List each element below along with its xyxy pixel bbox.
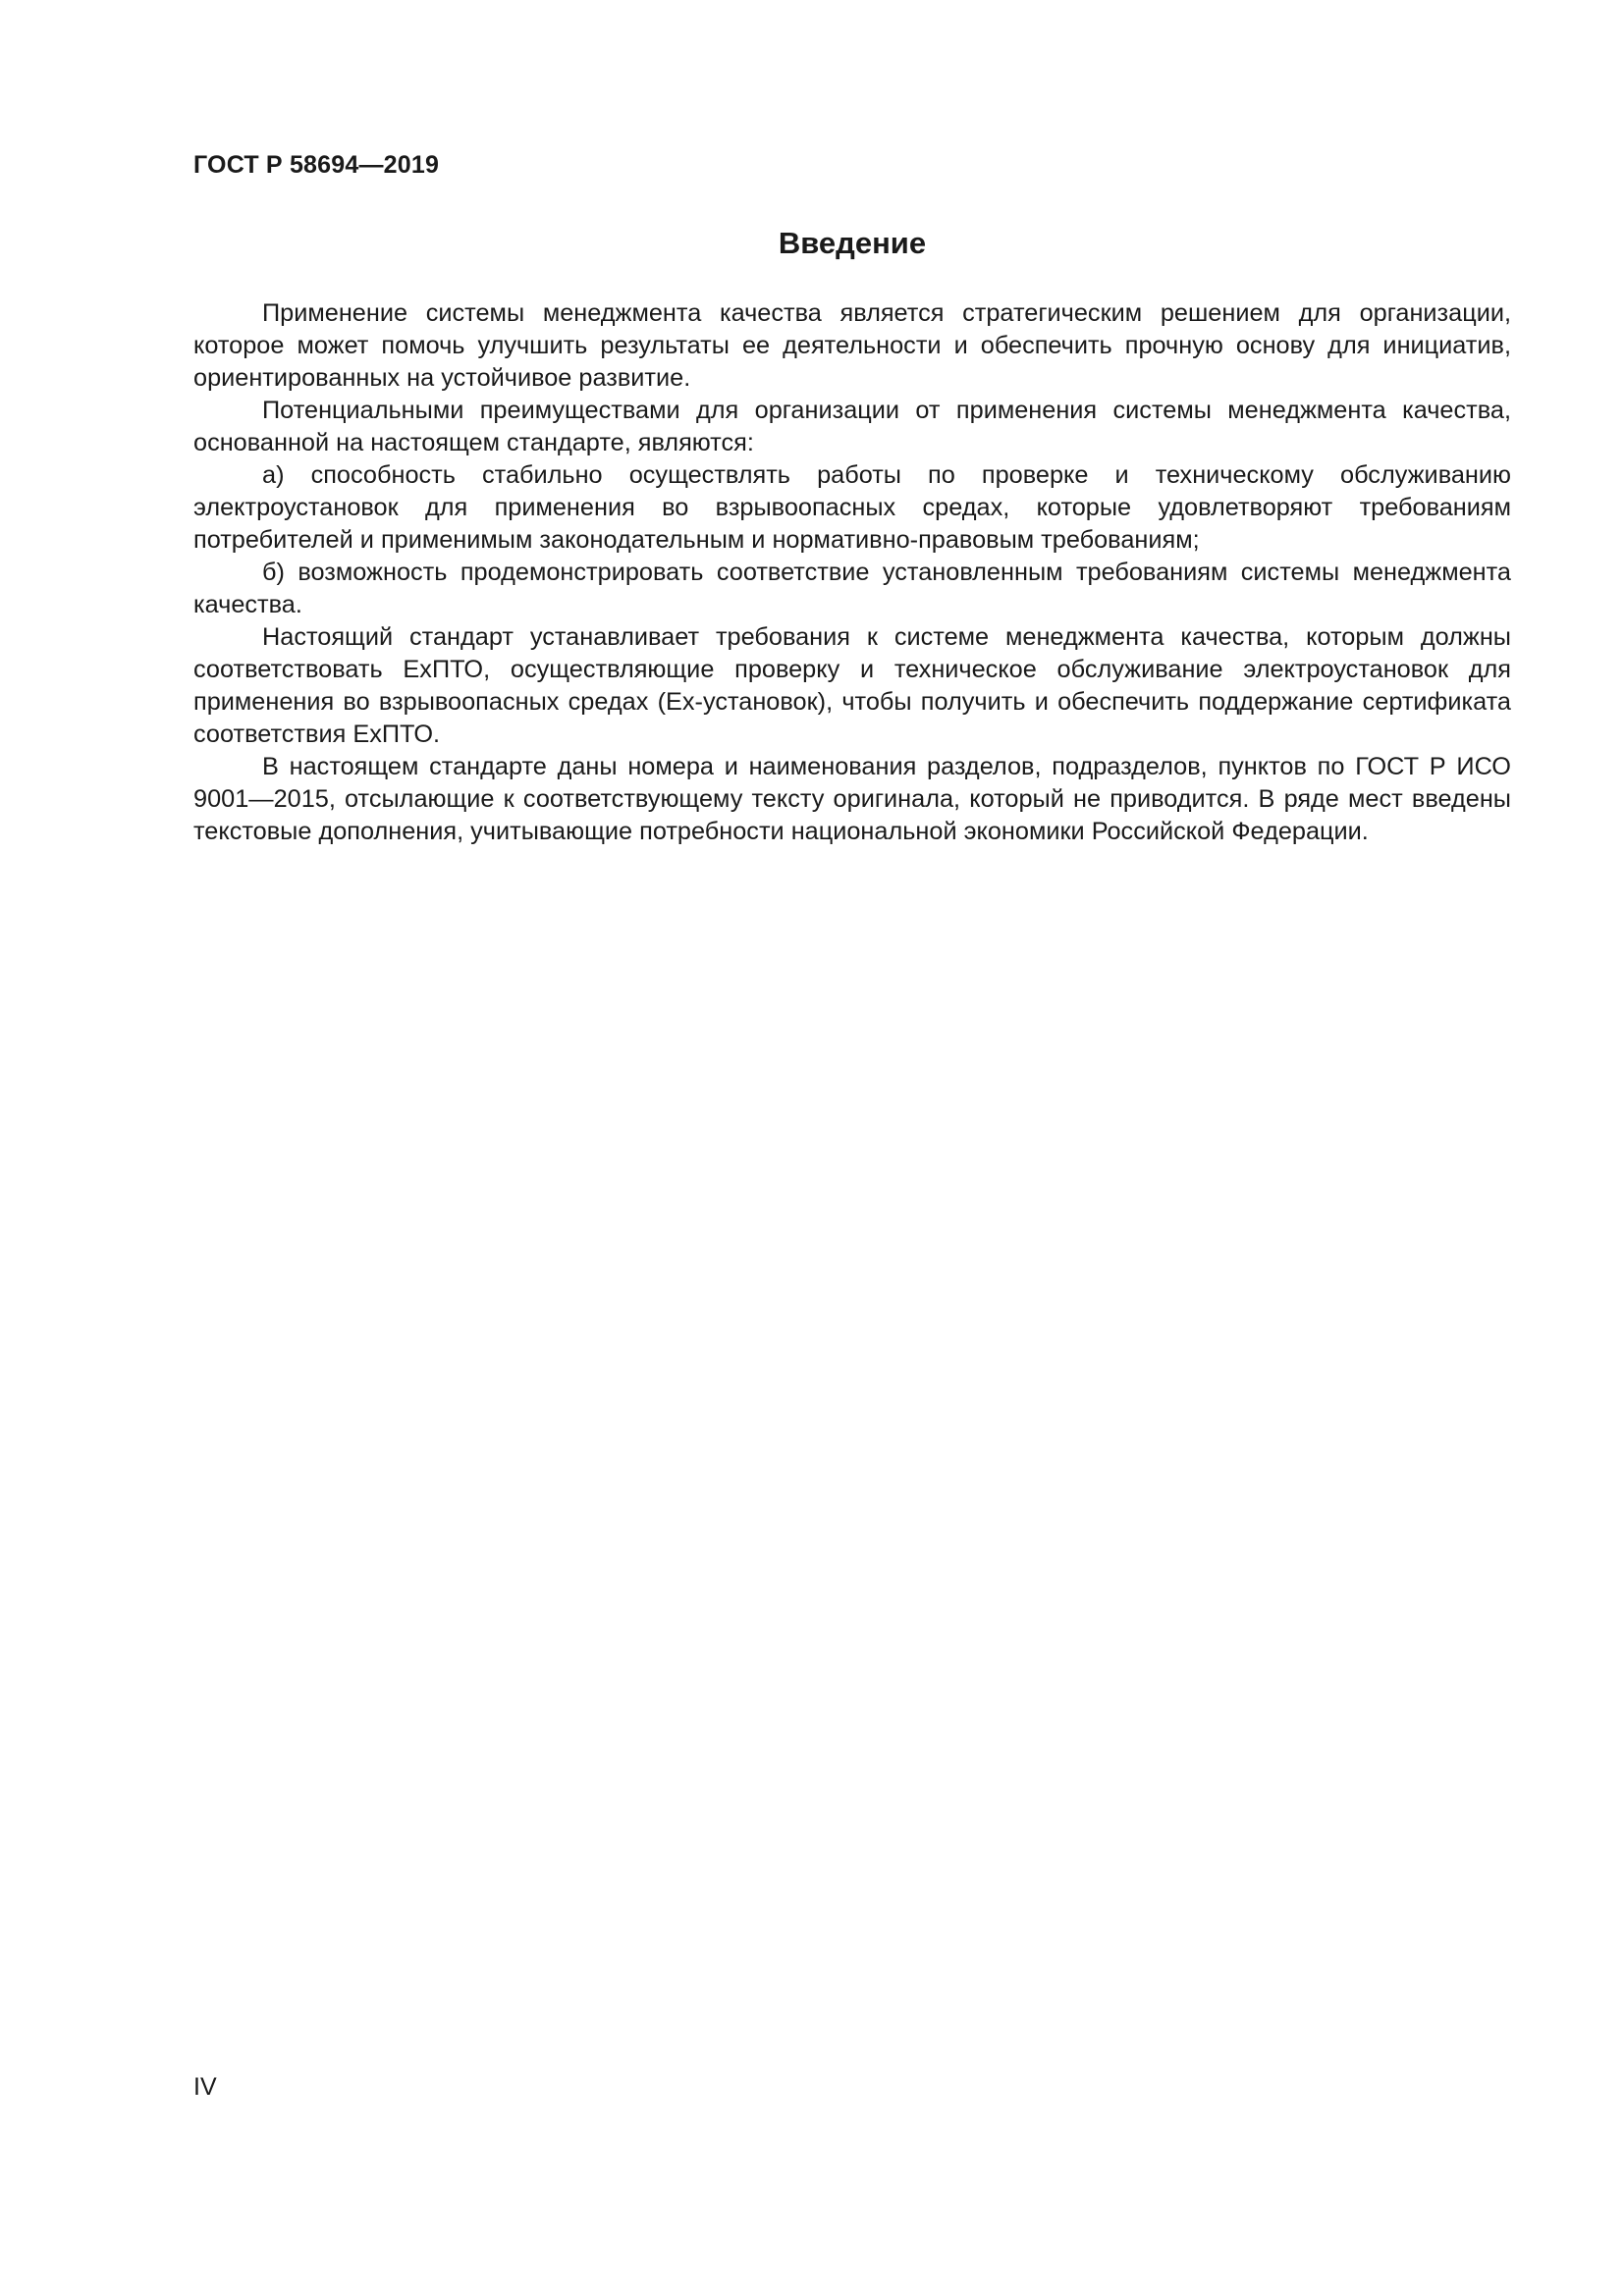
section-body bbox=[193, 297, 1511, 848]
page-number: IV bbox=[193, 2073, 217, 2101]
list-item-a: а) способность стабильно осуществлять работы по проверке и техническому обслуживанию электроустановок для применения во взрывоопасных средах, которые удовлетворяют требованиям потребителей и применимым законодательным и нормативно-правовым требованиям; bbox=[193, 461, 1511, 554]
paragraph: Применение системы менеджмента качества является стратегическим решением для организации, которое может помочь улучшить результаты ее деятельности и обеспечить прочную основу для инициатив, ориентированных на устойчивое развитие. bbox=[193, 299, 1511, 392]
paragraph: В настоящем стандарте даны номера и наименования разделов, подразделов, пунктов по ГОСТ Р ИСО 9001—2015, отсылающие к соответствующему тексту оригинала, который не приводится. В ряде мест введены текстовые дополнения, учитывающие потребности национальной экономики Российской Федерации. bbox=[193, 753, 1511, 845]
document-code: ГОСТ Р 58694—2019 bbox=[193, 151, 440, 179]
paragraph: Потенциальными преимуществами для организации от применения системы менеджмента качества, основанной на настоящем стандарте, являются: bbox=[193, 397, 1511, 456]
list-item-b: б) возможность продемонстрировать соответствие установленным требованиям системы менеджмента качества. bbox=[193, 559, 1511, 618]
section-title: Введение bbox=[778, 226, 927, 260]
paragraph: Настоящий стандарт устанавливает требования к системе менеджмента качества, которым должны соответствовать ExПТО, осуществляющие проверку и техническое обслуживание электроустановок для применения во взрывоопасных средах (Ex-установок), чтобы получить и обеспечить поддержание сертификата соответствия ExПТО. bbox=[193, 623, 1511, 748]
